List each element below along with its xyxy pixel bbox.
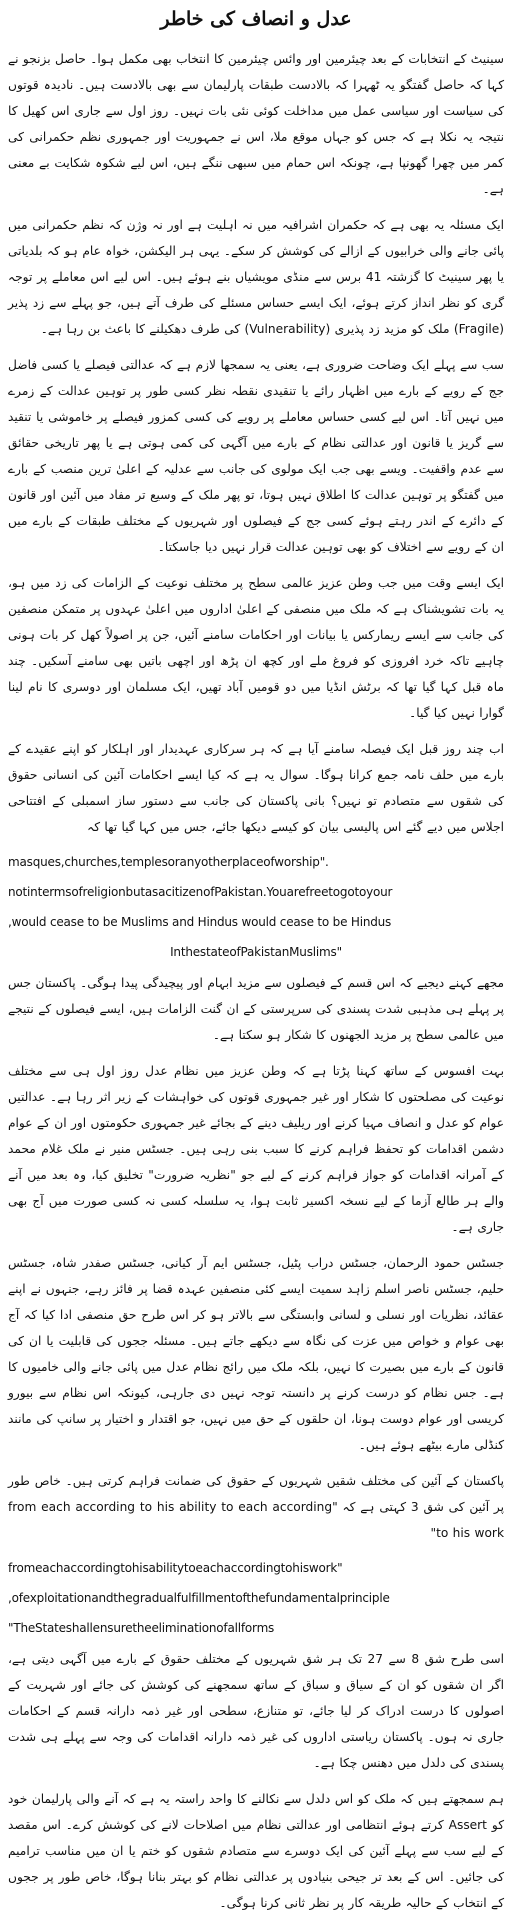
english-quote-line: masques,churches,templesoranyotherplaceofworship". [8,855,329,869]
english-quote-line: ,would cease to be Muslims and Hindus would cease to be Hindus [8,915,392,929]
article-paragraph: ایک مسئلہ یہ بھی ہے کہ حکمران اشرافیہ میں نہ اہلیت ہے اور نہ وژن کہ نظم حکمرانی میں پائی جانے والی خرابیوں کے ازالے کی کوشش کر سکے۔ یہی ہر الیکشن، خواہ عام ہو کہ بلدیاتی یا پھر سینیٹ کا گزشتہ 41 برس سے منڈی مویشیاں بنے ہوئے ہیں۔ اس لیے اس معاملے پر توجہ گری کو نظر انداز کرتے ہوئے، ایک ایسے حساس مسئلے کی طرف آتے ہیں، جو پہلے سے زد پذیر (Fragile) ملک کو مزید زد پذیری (Vulnerability) کی طرف دھکیلنے کا باعث بن رہا ہے۔ [8,218,504,336]
article-paragraph: جسٹس حمود الرحمان، جسٹس دراب پٹیل، جسٹس ایم آر کیانی، جسٹس صفدر شاہ، جسٹس حلیم، جسٹس ناصر اسلم زاہد سمیت ایسے کئی منصفین عہدہ قضا پر فائز رہے، جنہوں نے اپنے عقائد، نظریات اور نسلی و لسانی وابستگی سے بالاتر ہو کر اس طرح حق منصفی ادا کیا کہ آج بھی عوام و خواص میں عزت کی نگاہ سے دیکھے جاتے ہیں۔ مسئلہ ججوں کی قابلیت یا ان کی قانون کے بارے میں بصیرت کا نہیں، بلکہ ملک میں رائج نظام عدل میں پائی جانے والی خامیوں کا ہے۔ جس نظام کو درست کرنے پر دانستہ توجہ نہیں دی جارہی، کیونکہ اس نظام سے بیورو کریسی اور عوام دوست ہونا، ان حلقوں کے حق میں نہیں، جو اقتدار و اختیار پر سانپ کی مانند کنڈلی مارے بیٹھے ہوئے ہیں۔ [8,1256,504,1452]
english-quote-line: ,ofexploitationandthegradualfulfillmentofthefundamentalprinciple [8,1591,390,1605]
article-paragraph: ہم سمجھتے ہیں کہ ملک کو اس دلدل سے نکالنے کا واحد راستہ یہ ہے کہ آنے والی پارلیمان خود کو Assert کرتے ہوئے انتظامی اور عدالتی نظام میں اصلاحات لانے کی کوشش کرے۔ اس مقصد کے لیے سب سے پہلے آئین کی ایک دوسرے سے متصادم شقوں کو ختم یا ان میں مناسب ترامیم کی جائیں۔ اس کے بعد تر جیحی بنیادوں پر عدالتی نظام کو بہتر بنانا ہوگا، خاص طور پر ججوں کے انتخاب کے حالیہ طریقہ کار پر نظر ثانی کرنا ہوگی۔ [8,1792,505,1910]
english-quote-line: notintermsofreligionbutasacitizenofPakistan.Youarefreetogotoyour [8,885,393,899]
article-paragraph: سب سے پہلے ایک وضاحت ضروری ہے، یعنی یہ سمجھا لازم ہے کہ عدالتی فیصلے یا کسی فاضل جج کے رویے کے بارے میں اظہار رائے یا تنقیدی نقطہ نظر کسی طور پر توہین عدالت کے زمرے میں نہیں آتا۔ اس لیے کسی حساس معاملے پر رویے کی کسی کمزور فیصلے پر خاموشی یا تنقید سے گریز یا قانون اور عدالتی نظام کے بارے میں آگہی کی کمی ہوتی ہے یا پھر تاریخی حقائق سے عدم واقفیت۔ ویسے بھی جب ایک مولوی کی جانب سے عدلیہ کے اعلیٰ ترین منصب کے بارے میں گفتگو پر توہین عدالت کا اطلاق نہیں ہوتا، تو پھر ملک کے وسیع تر مفاد میں آئین اور قانون کے دائرے کے اندر رہتے ہوئے کسی جج کے فیصلوں اور شہریوں کے مختلف طبقات کے بارے میں ان کے رویے سے اختلاف کو بھی توہین عدالت قرار نہیں دیا جاسکتا۔ [8,358,504,554]
article-headline: عدل و انصاف کی خاطر [160,8,352,30]
english-quote-line: "TheStateshallensuretheeliminationofallforms [8,1621,275,1635]
english-quote-line: fromeachaccordingtohisabilitytoeachaccordingtohiswork" [8,1561,343,1575]
article-paragraph: اب چند روز قبل ایک فیصلہ سامنے آیا ہے کہ ہر سرکاری عہدیدار اور اہلکار کو اپنے عقیدے کے بارے میں حلف نامہ جمع کرانا ہوگا۔ سوال یہ ہے کہ کیا ایسے احکامات آئین کی انسانی حقوق کی شقوں سے متصادم تو نہیں؟ بانی پاکستان کی جانب سے دستور ساز اسمبلی کے افتتاحی اجلاس میں دیے گئے اس پالیسی بیان کو کیسے دیکھا جائے، جس میں کہا گیا تھا کہ [8,742,504,834]
english-quote-line: InthestateofPakistanMuslims" [170,945,342,959]
article-paragraph: پاکستان کے آئین کی مختلف شقیں شہریوں کے حقوق کی ضمانت فراہم کرتی ہیں۔ خاص طور پر آئین کی شق 3 کہتی ہے کہ "from each according to his ability to each according to his work" [8,1474,505,1540]
article-paragraph: ایک ایسے وقت میں جب وطن عزیز عالمی سطح پر مختلف نوعیت کے الزامات کی زد میں ہو، یہ بات تشویشناک ہے کہ ملک میں منصفی کے اعلیٰ اداروں میں اعلیٰ عہدوں پر متمکن منصفین کی جانب سے ایسے ریمارکس یا بیانات اور احکامات سامنے آئیں، جن پر اصولاً کھل کر بات ہونی چاہیے تاکہ خرد افروزی کو فروغ ملے اور کچھ ان پڑھ اور اچھی باتیں بھی سامنے آسکیں۔ چند ماہ قبل کہا گیا تھا کہ برٹش انڈیا میں دو قومیں آباد تھیں، ایک مسلمان اور دوسری کا نام لینا گوارا نہیں کیا گیا۔ [8,576,504,720]
article-paragraph: بہت افسوس کے ساتھ کہنا پڑتا ہے کہ وطن عزیز میں نظام عدل روز اول ہی سے مختلف نوعیت کی مصلحتوں کا شکار اور غیر جمہوری قوتوں کی خواہشات کے زیر اثر رہا ہے۔ عدالتیں عوام کو عدل و انصاف مہیا کرنے اور ریلیف دینے کے بجائے غیر جمہوری حکومتوں اور ان کے عوام دشمن اقدامات کو تحفظ فراہم کرنے کا سبب بنی رہی ہیں۔ جسٹس منیر نے ملک غلام محمد کے آمرانہ اقدامات کو جواز فراہم کرنے کے لیے جو "نظریہ ضرورت" تخلیق کیا، وہ بعد میں آنے والے ہر طالع آزما کے لیے نسخہ اکسیر ثابت ہوا، یہ سلسلہ کسی نہ کسی صورت میں آج بھی جاری ہے۔ [8,1064,504,1234]
article-paragraph: اسی طرح شق 8 سے 27 تک ہر شق شہریوں کے مختلف حقوق کے بارے میں آگہی دیتی ہے، اگر ان شقوں کو ان کے سیاق و سباق کے ساتھ سمجھنے کی کوشش کی جائے اور شہریت کے اصولوں کا درست ادراک کر لیا جائے، تو متنازع، سطحی اور غیر ذمہ دارانہ قسم کے احکامات جاری نہ ہوں۔ پاکستان ریاستی اداروں کی غیر ذمہ دارانہ اقدامات کی وجہ سے پہلے ہی شدت پسندی کی دلدل میں دھنس چکا ہے۔ [8,1652,505,1770]
article-paragraph: مجھے کہنے دیجیے کہ اس قسم کے فیصلوں سے مزید ابہام اور پیچیدگی پیدا ہوگی۔ پاکستان جس پر پہلے ہی مذہبی شدت پسندی کی سرپرستی کے ان گنت الزامات ہیں، ایسے فیصلوں کے نتیجے میں عالمی سطح پر مزید الجھنوں کا شکار ہو سکتا ہے۔ [8,976,504,1042]
article-paragraph: سینیٹ کے انتخابات کے بعد چیئرمین اور وائس چیئرمین کا انتخاب بھی مکمل ہوا۔ حاصل بزنجو نے کہا کہ حاصل گفتگو یہ ٹھہرا کہ بالادست طبقات پارلیمان سے بھی بالادست ہیں۔ نادیدہ قوتوں کی سیاست اور سیاسی عمل میں مداخلت کوئی نئی بات نہیں۔ روز اول سے جاری اس کھیل کا نتیجہ یہ نکلا ہے کہ جس کو جہاں موقع ملا، اس نے جمہوریت اور جمہوری نظم حکمرانی کی کمر میں چھرا گھونپا ہے، چونکہ اس حمام میں سبھی ننگے ہیں، اس لیے شکوہ شکایت بے معنی ہے۔ [8,52,504,196]
